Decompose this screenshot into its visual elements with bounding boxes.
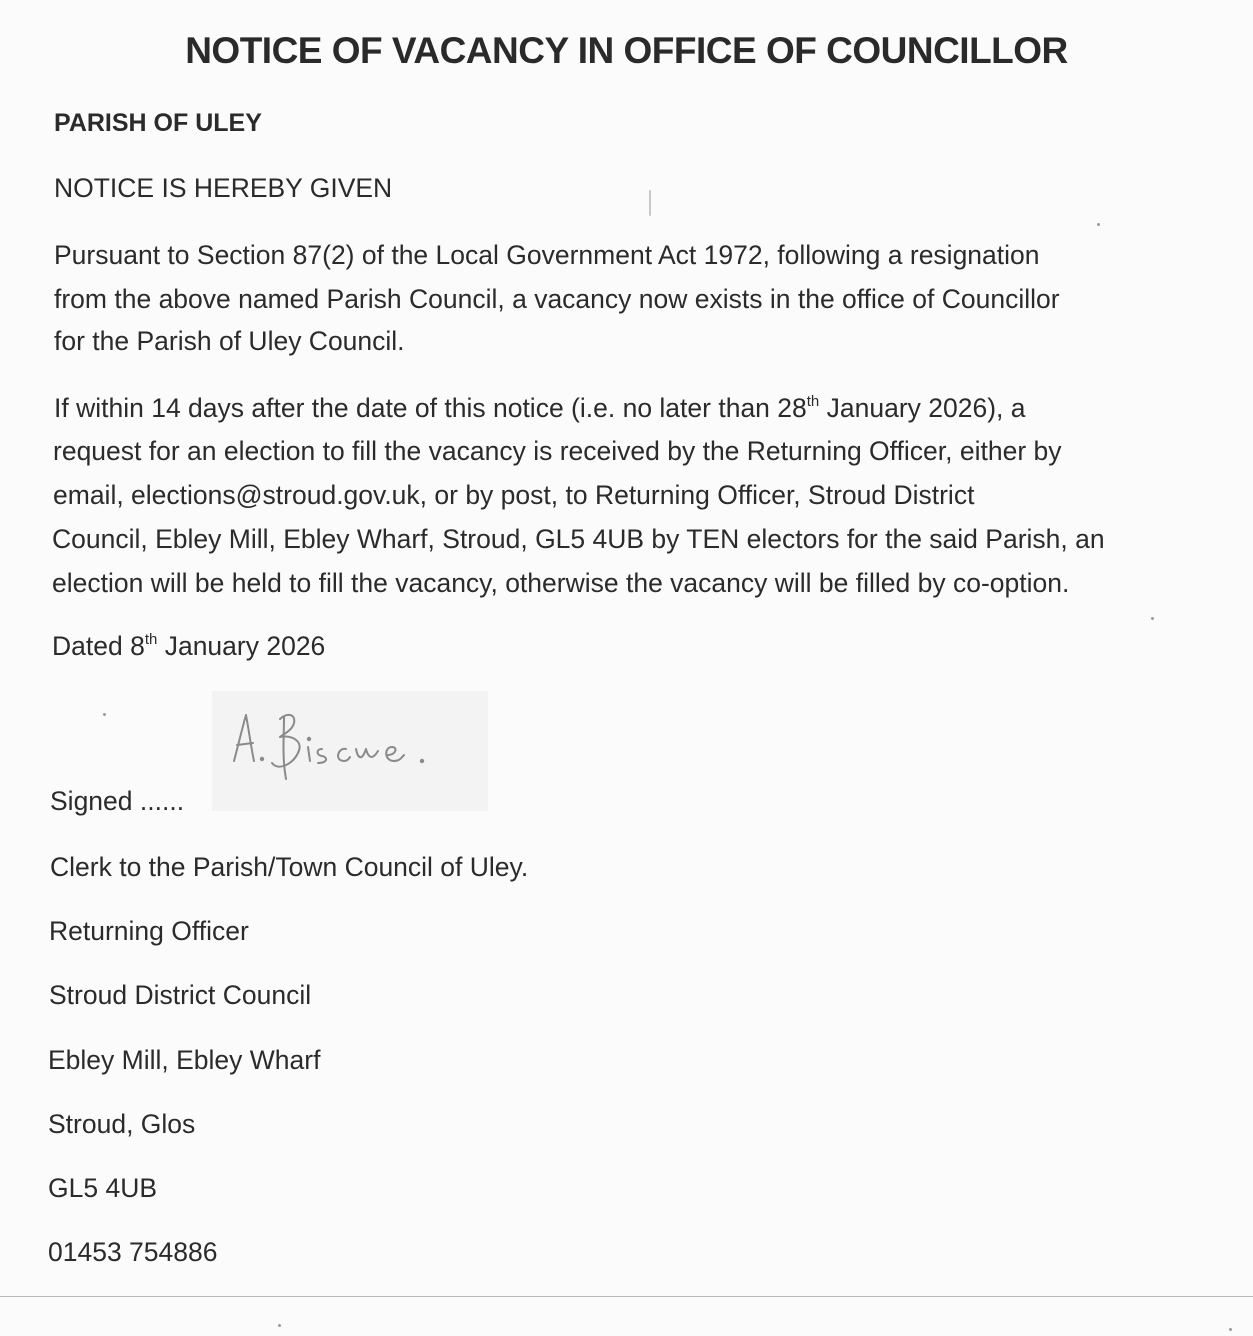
phone-number: 01453 754886 [48,1237,218,1267]
paragraph-line [54,387,1026,430]
dated-line [52,625,325,668]
paragraph-line: email, elections@stroud.gov.uk, or by post, to Returning Officer, Stroud District [53,480,975,510]
paragraph-line: from the above named Parish Council, a vacancy now exists in the office of Councillor [54,284,1060,314]
scan-speck [278,1324,281,1327]
paragraph-line: election will be held to fill the vacancy, otherwise the vacancy will be filled by co-option. [52,568,1070,598]
page-bottom-edge [0,1296,1253,1297]
clerk-line: Clerk to the Parish/Town Council of Uley. [50,852,529,882]
scan-mark [649,190,651,216]
scan-speck [103,713,106,716]
scan-speck [1229,1328,1232,1331]
address-line: Stroud District Council [49,980,312,1010]
signature [212,691,488,811]
handwritten-signature-image [212,691,488,811]
parish-heading: PARISH OF ULEY [54,109,262,137]
dated-text: January 2026 [157,631,326,661]
paragraph-text: If within 14 days after the date of this notice (i.e. no later than 28 [54,393,807,423]
dated-text: Dated 8 [52,631,145,661]
postcode-line: GL5 4UB [48,1173,158,1203]
ordinal-suffix: th [144,631,158,648]
paragraph-line: for the Parish of Uley Council. [54,326,405,356]
scan-speck [1151,617,1154,620]
paragraph-line: Council, Ebley Mill, Ebley Wharf, Stroud, GL5 4UB by TEN electors for the said Parish, an [52,524,1105,554]
signed-label: Signed ...... [50,786,185,816]
scan-speck [1097,223,1100,226]
address-line: Returning Officer [49,916,249,946]
ordinal-suffix: th [806,393,820,410]
paragraph-line: Pursuant to Section 87(2) of the Local Government Act 1972, following a resignation [54,240,1040,270]
paragraph-text: January 2026), a [819,393,1026,423]
notice-title: NOTICE OF VACANCY IN OFFICE OF COUNCILLOR [185,30,1068,71]
address-line: Ebley Mill, Ebley Wharf [48,1045,321,1075]
address-line: Stroud, Glos [48,1109,196,1139]
paragraph-line: request for an election to fill the vacancy is received by the Returning Officer, either by [53,436,1062,466]
notice-given-line: NOTICE IS HEREBY GIVEN [54,173,393,203]
